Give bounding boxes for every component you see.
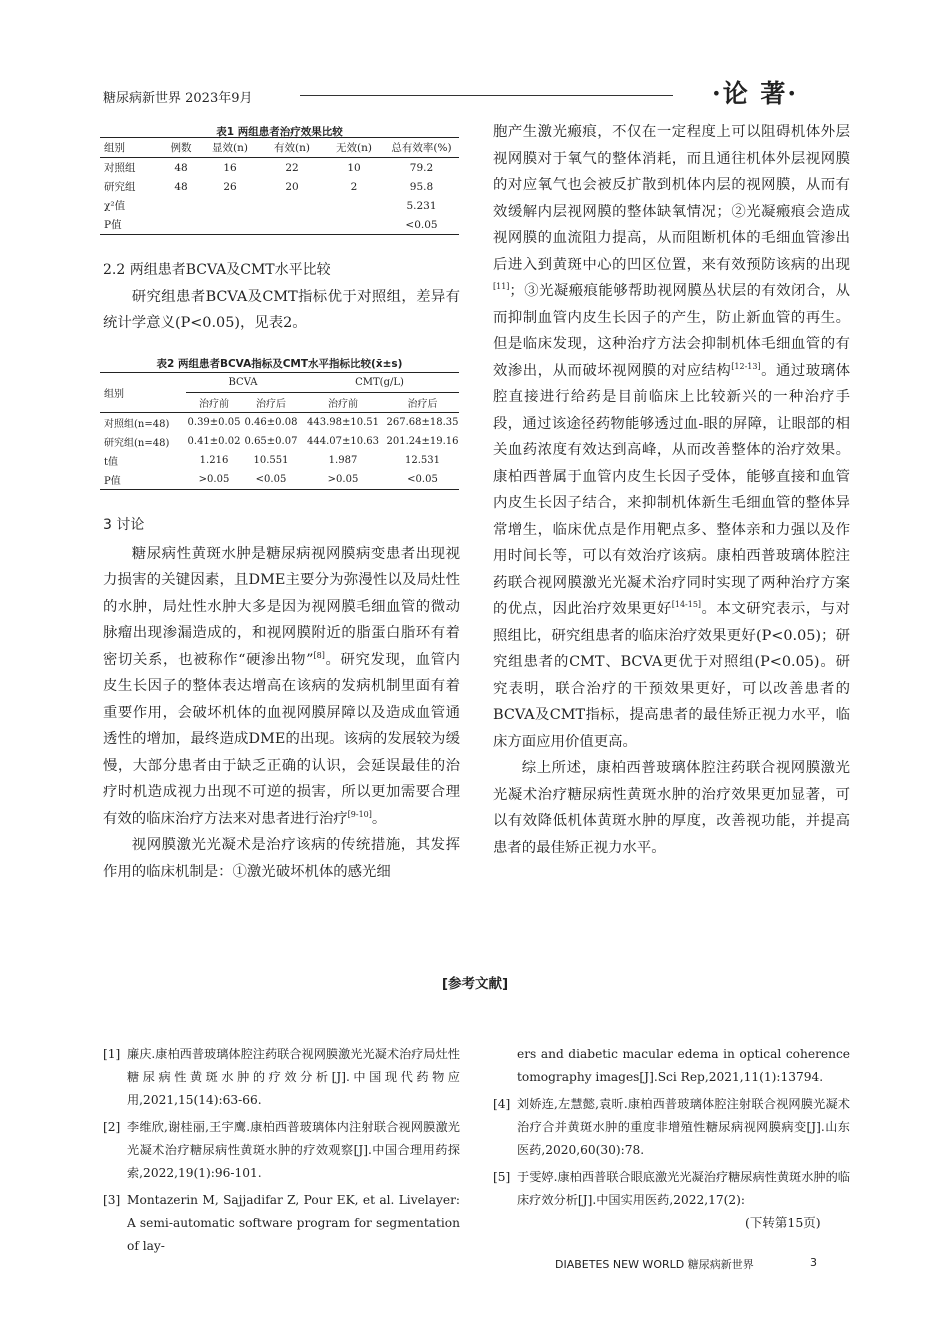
reference-item xyxy=(103,1043,460,1112)
table2-header-cell: 组别 xyxy=(100,373,186,413)
footer-journal: DIABETES NEW WORLD 糖尿病新世界 xyxy=(555,1258,754,1271)
references-right xyxy=(493,1043,850,1216)
reference-number: [3] xyxy=(103,1193,121,1207)
paragraph: 研究组患者BCVA及CMT指标优于对照组，差异有统计学意义(P<0.05)，见表2。 xyxy=(103,288,460,331)
reference-item xyxy=(493,1043,850,1089)
table-cell: χ²值 xyxy=(104,200,126,212)
reference-item xyxy=(103,1189,460,1258)
table-cell: t值 xyxy=(104,457,119,468)
table1-header-cell: 显效(n) xyxy=(212,142,248,154)
table-cell: <0.05 xyxy=(405,218,438,231)
reference-number: [2] xyxy=(103,1120,121,1134)
table-cell: 22 xyxy=(285,161,299,174)
reference-text: 廉庆.康柏西普玻璃体腔注药联合视网膜激光光凝术治疗局灶性糖尿病性黄斑水肿的疗效分析[J].中国现代药物应用,2021,15(14):63-66. xyxy=(127,1047,460,1107)
table-cell: <0.05 xyxy=(407,474,438,485)
table-cell: 10 xyxy=(347,161,361,174)
text-run: 。通过玻璃体腔直接进行给药是目前临床上比较新兴的一种治疗手段，通过该途径药物能够透过血-眼的屏障，让眼部的相关血药浓度有效达到高峰，从而改善整体的治疗效果。康柏西普属于血管内皮生长因子受体，能够直接和血管内皮生长因子结合，来抑制机体新生毛细血管的整体异常增生，临床优点是作用靶点多、整体亲和力强以及作用时间长等，可以有效治疗该病。康柏西普玻璃体腔注药联合视网膜激光光凝术治疗同时实现了两种治疗方案的优点，因此治疗效果更好 xyxy=(493,362,850,617)
table-cell: 2 xyxy=(350,180,358,193)
reference-number: [1] xyxy=(103,1047,121,1061)
continued-note: (下转第15页) xyxy=(745,1215,821,1230)
table2-header-cell: CMT(g/L) xyxy=(300,373,459,393)
table-cell: 0.65±0.07 xyxy=(244,436,298,447)
header-rule xyxy=(300,95,673,96)
table-cell: 443.98±10.51 xyxy=(307,417,379,428)
table-cell: 研究组 xyxy=(104,181,136,193)
citation: [14-15] xyxy=(671,600,702,610)
journal-header: 糖尿病新世界 2023年9月 xyxy=(103,91,253,106)
page-number: 3 xyxy=(810,1256,817,1269)
table1-header-cell: 无效(n) xyxy=(336,142,372,154)
table2-header-cell: 治疗前 xyxy=(199,399,229,410)
table2 xyxy=(100,372,459,490)
section-heading: 3 讨论 xyxy=(103,517,145,533)
table-cell: 26 xyxy=(223,180,237,193)
section-heading: 2.2 两组患者BCVA及CMT水平比较 xyxy=(103,262,331,278)
table-cell: 201.24±19.16 xyxy=(386,436,459,447)
table1-title: 表1 两组患者治疗效果比较 xyxy=(216,126,343,138)
table-cell: 267.68±18.35 xyxy=(386,417,459,428)
table-cell: 79.2 xyxy=(409,161,434,174)
paragraph: 视网膜激光光凝术是治疗该病的传统措施，其发挥作用的临床机制是：①激光破坏机体的感光细 xyxy=(103,837,460,880)
reference-item xyxy=(493,1166,850,1212)
table-cell: 444.07±10.63 xyxy=(307,436,379,447)
paragraph: 综上所述，康柏西普玻璃体腔注药联合视网膜激光光凝术治疗糖尿病性黄斑水肿的治疗效果更加显著，可以有效降低机体黄斑水肿的厚度，改善视功能，并提高患者的最佳矫正视力水平。 xyxy=(493,760,850,856)
table-cell: 12.531 xyxy=(405,455,440,466)
table-cell: P值 xyxy=(104,476,121,487)
table-cell: 1.216 xyxy=(199,455,229,466)
table-row xyxy=(100,158,459,178)
table-cell: 0.46±0.08 xyxy=(244,417,298,428)
table-cell: 10.551 xyxy=(253,455,289,466)
table1-header-cell: 总有效率(%) xyxy=(391,142,452,154)
table-cell: 0.41±0.02 xyxy=(187,436,241,447)
text-run: 糖尿病性黄斑水肿是糖尿病视网膜病变患者出现视力损害的关键因素，且DME主要分为弥漫性以及局灶性的水肿，局灶性水肿大多是因为视网膜毛细血管的微动脉瘤出现渗漏造成的，和视网膜附近的脂蛋白脂环有着密切关系，也被称作“硬渗出物” xyxy=(103,545,460,668)
citation: [8] xyxy=(313,650,325,660)
table-cell: 对照组(n=48) xyxy=(104,419,170,430)
table1 xyxy=(100,137,459,235)
section-3 xyxy=(103,512,460,885)
text-run: ；③光凝瘢痕能够帮助视网膜丛状层的有效闭合，从而抑制血管内皮生长因子的产生，防止新血管的再生。但是临床发现，这种治疗方法会抑制机体毛细血管的有效渗出，从而破坏视网膜的对应结构 xyxy=(493,283,850,379)
table-cell: 16 xyxy=(223,161,237,174)
citation: [11] xyxy=(493,282,510,292)
table-cell: <0.05 xyxy=(255,474,287,485)
text-run: 。 xyxy=(371,810,387,827)
table-row xyxy=(100,413,459,433)
reference-number: [4] xyxy=(493,1097,511,1111)
table-row xyxy=(100,470,459,490)
table-row xyxy=(100,177,459,196)
section-label: ·论 著· xyxy=(712,79,799,108)
table1-header-cell: 有效(n) xyxy=(274,142,310,154)
table-row xyxy=(100,215,459,235)
table2-header-row xyxy=(100,373,459,393)
table2-header-cell: 治疗后 xyxy=(256,399,286,410)
section-2-2 xyxy=(103,257,460,337)
paragraph xyxy=(493,119,850,755)
references-left xyxy=(103,1043,460,1262)
table-cell: 1.987 xyxy=(328,455,358,466)
table-row xyxy=(100,432,459,451)
table-cell: 对照组 xyxy=(104,162,136,174)
table1-header-row xyxy=(100,138,459,158)
text-run: 。研究发现，血管内皮生长因子的整体表达增高在该病的发病机制里面有着重要作用，会破坏机体的血视网膜屏障以及造成血管通透性的增加，最终造成DME的出现。该病的发展较为缓慢，大部分患者由于缺乏正确的认识，会延误最佳的治疗时机造成视力出现不可逆的损害，所以更加需要合理有效的临床治疗方法来对患者进行治疗 xyxy=(103,651,460,827)
table-cell: 48 xyxy=(174,180,188,193)
right-column xyxy=(493,119,850,861)
reference-text: 李维欣,谢桂丽,王宇鹰.康柏西普玻璃体内注射联合视网膜激光光凝术治疗糖尿病性黄斑水肿的疗效观察[J].中国合理用药探索,2022,19(1):96-101. xyxy=(127,1120,460,1180)
citation: [9-10] xyxy=(347,809,372,819)
reference-text: Montazerin M, Sajjadifar Z, Pour EK, et al. Livelayer: A semi-automatic software program for segmentation of lay- xyxy=(127,1193,460,1253)
table1-header-cell: 例数 xyxy=(170,142,192,154)
reference-text: 刘娇连,左慧懿,袁昕.康柏西普玻璃体腔注射联合视网膜光凝术治疗合并黄斑水肿的重度非增殖性糖尿病视网膜病变[J].山东医药,2020,60(30):78. xyxy=(517,1097,850,1157)
table-cell: 48 xyxy=(174,161,188,174)
table1-header-cell: 组别 xyxy=(104,142,125,154)
citation: [12-13] xyxy=(731,361,761,371)
table-cell: 5.231 xyxy=(406,199,437,212)
references-title: [参考文献] xyxy=(441,976,509,992)
table2-header-cell: 治疗后 xyxy=(407,399,438,410)
reference-number: [5] xyxy=(493,1170,511,1184)
reference-item xyxy=(493,1093,850,1162)
paragraph xyxy=(103,541,460,833)
table-cell: 20 xyxy=(285,180,299,193)
table2-title: 表2 两组患者BCVA指标及CMT水平指标比较(x̄±s) xyxy=(156,358,403,370)
reference-text: 于雯婷.康柏西普联合眼底激光光凝治疗糖尿病性黄斑水肿的临床疗效分析[J].中国实用医药,2022,17(2): xyxy=(517,1170,850,1207)
table-cell: 研究组(n=48) xyxy=(104,438,170,449)
table2-header-cell: BCVA xyxy=(186,373,300,393)
reference-item xyxy=(103,1116,460,1185)
table-row xyxy=(100,196,459,215)
table-cell: >0.05 xyxy=(327,474,359,485)
table-cell: P值 xyxy=(104,219,122,231)
table-row xyxy=(100,451,459,470)
text-run: 。本文研究表示，与对照组比，研究组患者的临床治疗效果更好(P<0.05)；研究组患者的CMT、BCVA更优于对照组(P<0.05)。研究表明，联合治疗的干预效果更好，可以改善患者的BCVA及CMT指标，提高患者的最佳矫正视力水平，临床方面应用价值更高。 xyxy=(493,601,850,750)
table-cell: 95.8 xyxy=(409,180,434,193)
table-cell: >0.05 xyxy=(198,474,230,485)
text-run: 胞产生激光瘢痕，不仅在一定程度上可以阻碍机体外层视网膜对于氧气的整体消耗，而且通往机体外层视网膜的对应氧气也会被反扩散到机体内层的视网膜，从而有效缓解内层视网膜的整体缺氧情况；②光凝瘢痕会造成视网膜的血流阻力提高，从而阻断机体的毛细血管渗出后进入到黄斑中心的凹区位置，来有效预防该病的出现 xyxy=(493,124,850,273)
table2-header-cell: 治疗前 xyxy=(328,399,358,410)
table-cell: 0.39±0.05 xyxy=(187,417,241,428)
reference-text: ers and diabetic macular edema in optical coherence tomography images[J].Sci Rep,2021,11(1):13794. xyxy=(517,1047,850,1084)
